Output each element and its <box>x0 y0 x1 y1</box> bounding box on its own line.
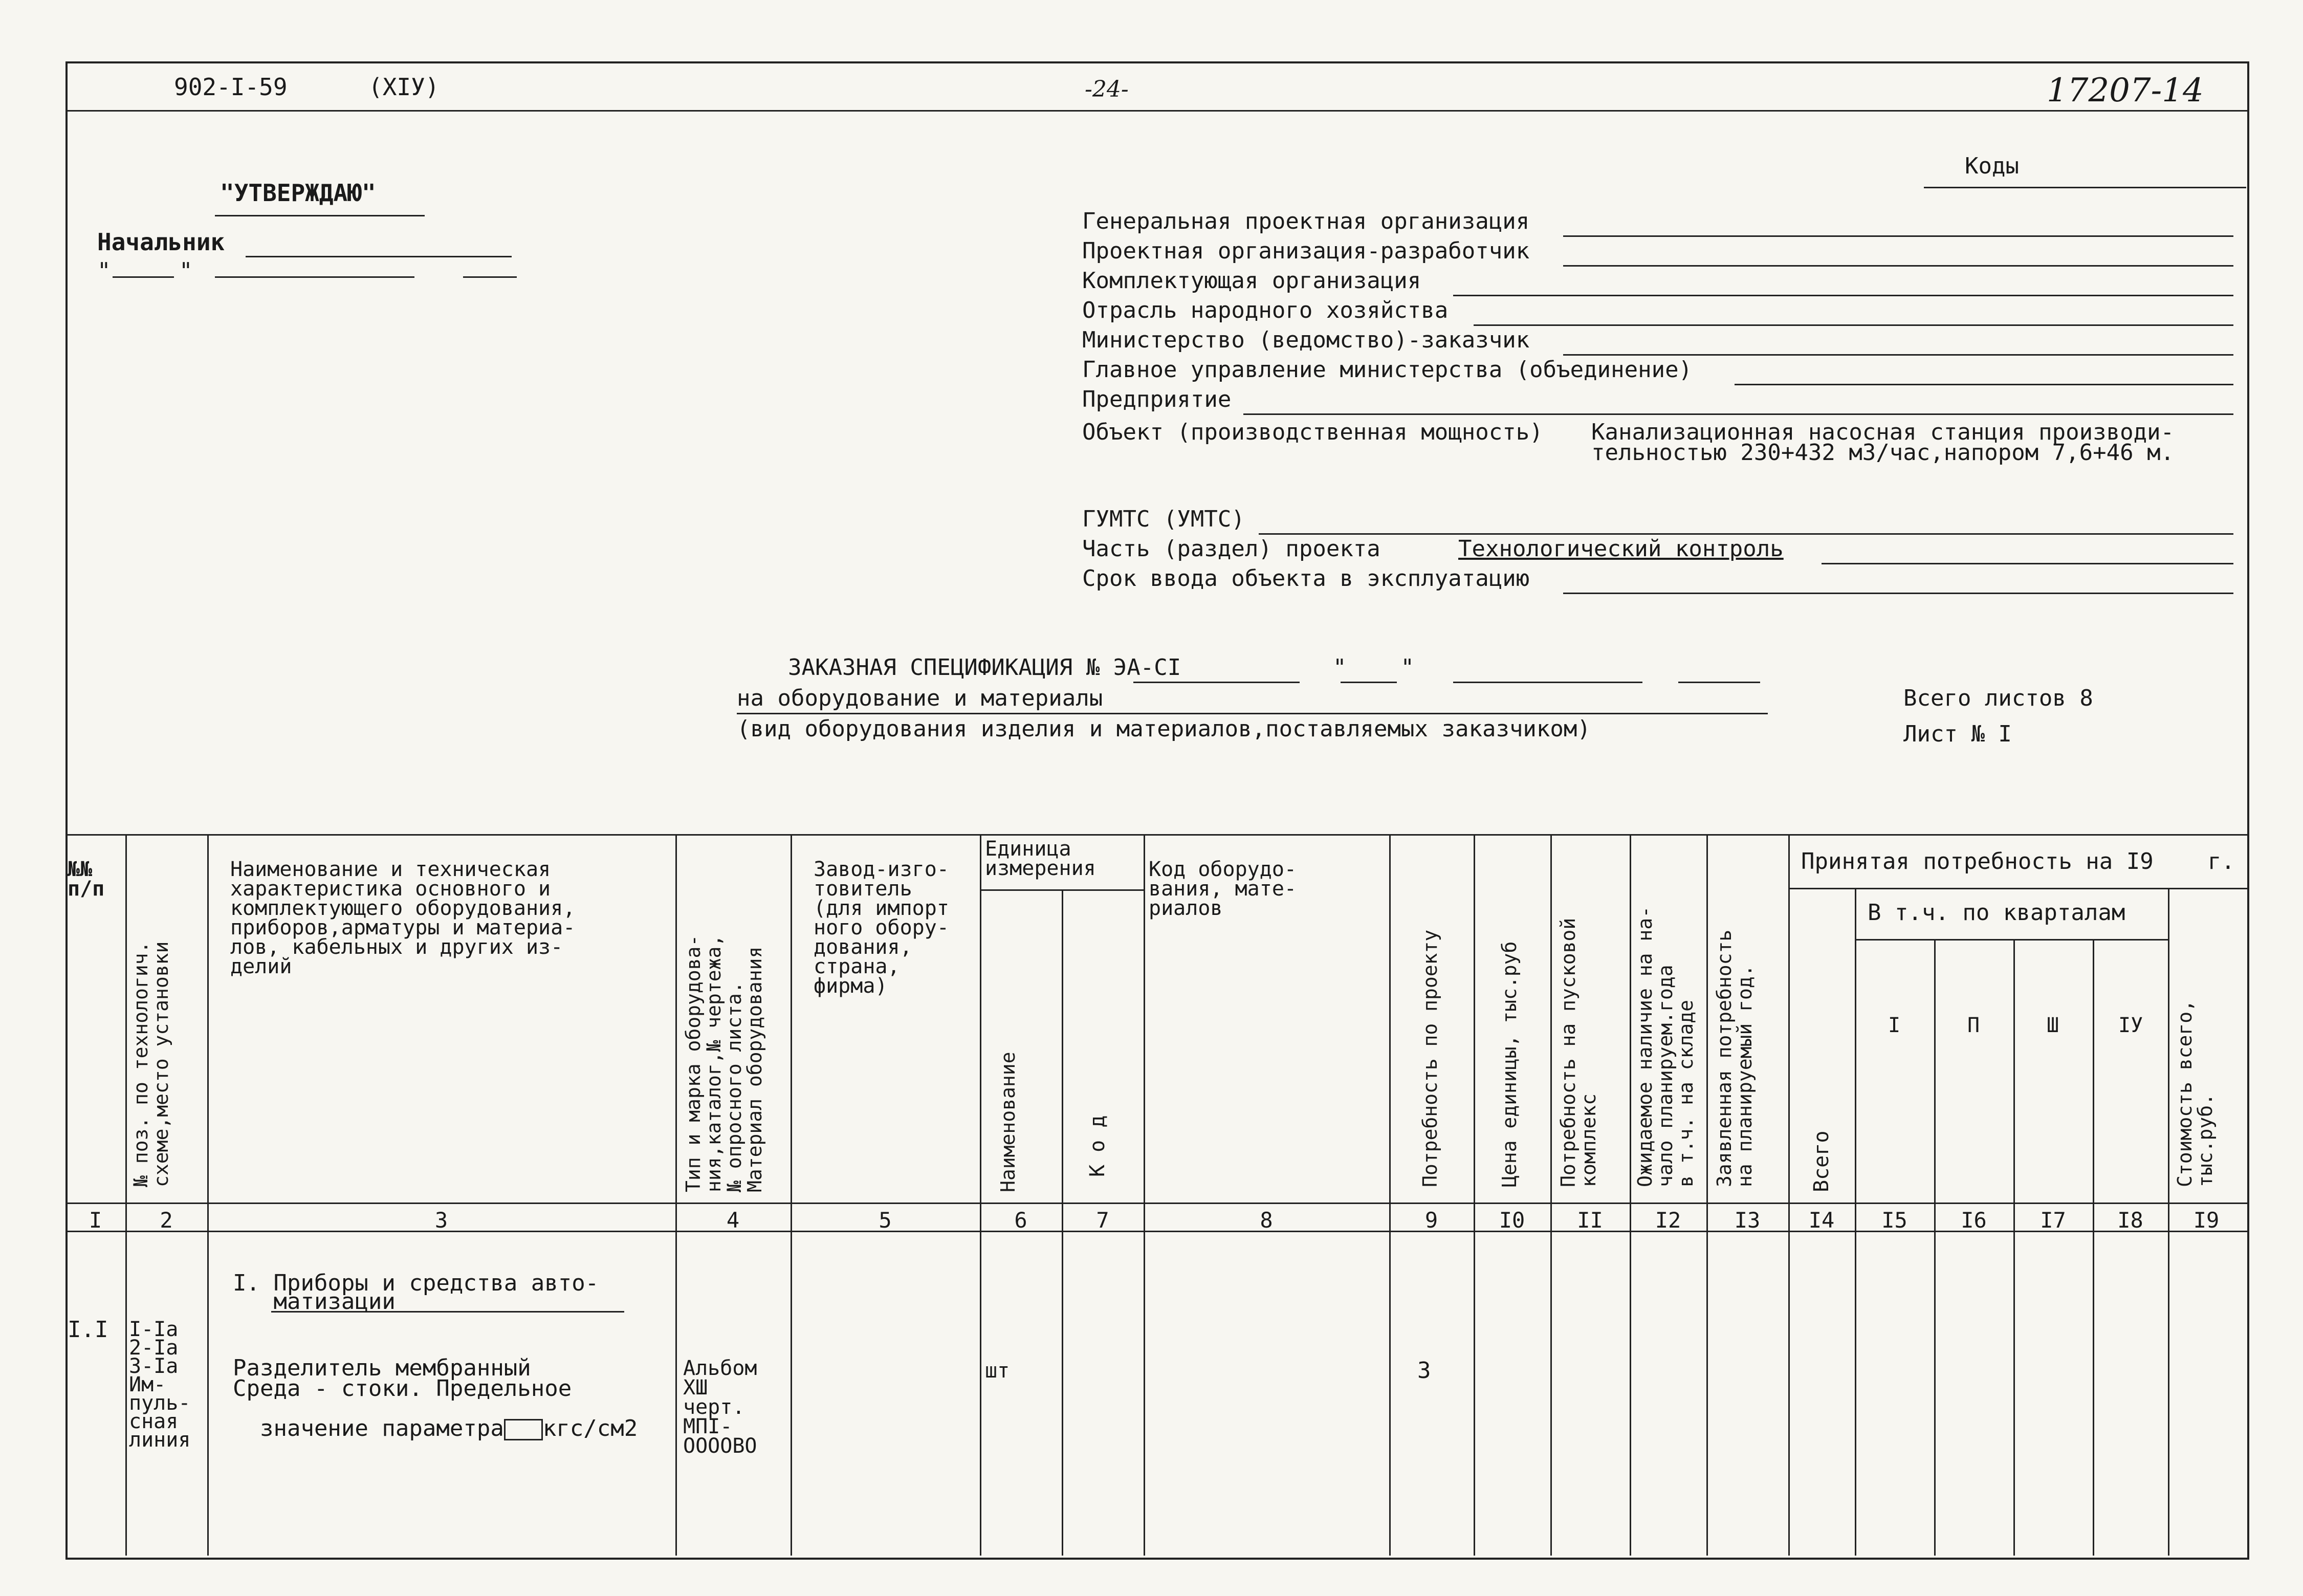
org-design-developer: Проектная организация-разработчик <box>1082 238 1530 264</box>
page-number: -24- <box>1085 76 1129 102</box>
spec-line-3: (вид оборудования изделия и материалов,поставляемых заказчиком) <box>737 716 1591 742</box>
colnum-19: I9 <box>2193 1208 2220 1233</box>
col-line-10 <box>1550 834 1552 1556</box>
colnum-17: I7 <box>2040 1208 2066 1233</box>
colnum-9: 9 <box>1424 1208 1438 1233</box>
spec-date-year-line <box>1678 682 1760 683</box>
header-q3: Ш <box>2047 1014 2059 1037</box>
header-c9-demand: Потребность по проекту <box>1419 929 1441 1187</box>
approval-date-year-line <box>463 276 517 278</box>
org-general-design: Генеральная проектная организация <box>1082 208 1530 234</box>
col-line-17 <box>2093 939 2094 1556</box>
approval-title-underline <box>215 215 425 216</box>
col-line-9 <box>1474 834 1475 1556</box>
org-main-directorate-line <box>1735 384 2233 385</box>
row-name-param-label: значение параметра <box>259 1415 504 1441</box>
row-quantity: 3 <box>1417 1358 1431 1384</box>
spec-title-line <box>1133 682 1300 683</box>
header-c14-total: Всего <box>1810 1130 1833 1192</box>
org-main-directorate: Главное управление министерства (объединение) <box>1082 357 1693 383</box>
col-line-2 <box>207 834 209 1556</box>
org-supplier: Комплектующая организация <box>1082 268 1421 294</box>
deadline-line <box>1563 593 2233 594</box>
sheet-number: Лист № I <box>1903 721 2012 747</box>
approval-date-month-line <box>215 276 414 278</box>
header-c1-num: №№ п/п <box>68 858 105 901</box>
sheets-total: Всего листов 8 <box>1903 685 2093 711</box>
colnum-7: 7 <box>1096 1208 1109 1233</box>
archive-number: 17207-14 <box>2047 72 2204 110</box>
part-value: Технологический контроль <box>1458 536 1784 562</box>
header-divider <box>65 110 2247 112</box>
colnum-6: 6 <box>1014 1208 1027 1233</box>
header-c3-name: Наименование и техническая характеристика основного и комплектующего оборудования, приборов,арматуры и материа- лов, кабельных и других из- делий <box>230 858 576 978</box>
doc-code: 902-I-59 <box>174 73 288 101</box>
gumts-line <box>1259 533 2233 535</box>
org-ministry-line <box>1563 354 2233 356</box>
col-line-13 <box>1788 834 1790 1556</box>
org-general-design-line <box>1563 235 2233 237</box>
param-value-box <box>504 1419 543 1440</box>
approval-chief-label: Начальник <box>97 228 225 256</box>
header-q1: I <box>1888 1014 1901 1037</box>
gumts-label: ГУМТС (УМТС) <box>1082 506 1245 532</box>
section-title: I. Приборы и средства авто- матизации <box>233 1270 599 1315</box>
row-name-line-2: Среда - стоки. Предельное <box>233 1375 572 1402</box>
object-value-2: тельностью 230+432 м3/час,напором 7,6+46 м. <box>1591 440 2175 466</box>
colnum-15: I5 <box>1881 1208 1907 1233</box>
quarters-subheader-line <box>1855 939 2168 941</box>
header-q4: IУ <box>2118 1014 2143 1037</box>
accepted-subheader-line <box>1788 888 2247 889</box>
org-industry: Отрасль народного хозяйства <box>1082 297 1449 323</box>
header-c10-price: Цена единицы, тыс.руб <box>1498 941 1521 1187</box>
colnum-10: I0 <box>1499 1208 1525 1233</box>
colnum-2: 2 <box>160 1208 173 1233</box>
header-c12-expected: Ожидаемое наличие на на- чало планируем.года в т.ч. на складе <box>1634 906 1697 1187</box>
org-enterprise: Предприятие <box>1082 386 1232 412</box>
col-line-15 <box>1934 939 1936 1556</box>
spec-date-month-line <box>1453 682 1642 683</box>
header-c4-type: Тип и марка оборудова- ния,каталог,№ чертежа, № опросного листа. Материал оборудования <box>682 934 766 1192</box>
org-supplier-line <box>1453 295 2233 296</box>
approval-date-day-line <box>113 276 174 278</box>
col-line-7 <box>1144 834 1145 1556</box>
spec-date-line <box>1341 682 1397 683</box>
col-line-8 <box>1389 834 1391 1556</box>
header-c2-position: № поз. по технологич. схеме,место установки <box>129 941 172 1187</box>
row-number: I.I <box>68 1317 108 1343</box>
colnum-8: 8 <box>1260 1208 1273 1233</box>
object-label: Объект (производственная мощность) <box>1082 419 1543 445</box>
row-unit: шт <box>985 1359 1010 1383</box>
col-line-3 <box>675 834 677 1556</box>
part-line <box>1822 563 2233 564</box>
org-industry-line <box>1474 324 2233 326</box>
colnum-13: I3 <box>1734 1208 1761 1233</box>
table-top-border <box>65 834 2247 836</box>
colnum-14: I4 <box>1808 1208 1835 1233</box>
org-enterprise-line <box>1243 413 2233 415</box>
colnum-16: I6 <box>1961 1208 1987 1233</box>
codes-label: Коды <box>1965 153 2019 179</box>
row-positions: I-Iа 2-Iа 3-Iа Им- пуль- сная линия <box>129 1318 191 1452</box>
table-colnum-top <box>65 1203 2247 1204</box>
colnum-3: 3 <box>434 1208 448 1233</box>
header-quarters: В т.ч. по кварталам <box>1868 900 2125 926</box>
spec-title: ЗАКАЗНАЯ СПЕЦИФИКАЦИЯ № ЭА-СI <box>788 654 1181 681</box>
colnum-4: 4 <box>726 1208 740 1233</box>
spec-line-2: на оборудование и материалы <box>737 685 1103 711</box>
codes-underline <box>1924 187 2246 188</box>
colnum-12: I2 <box>1655 1208 1681 1233</box>
colnum-11: II <box>1577 1208 1603 1233</box>
object-value-1: Канализационная насосная станция производи- <box>1591 419 2175 445</box>
colnum-18: I8 <box>2117 1208 2143 1233</box>
approval-chief-line <box>246 256 512 257</box>
row-type: Альбом XШ черт. МПI- ООООВО <box>683 1357 757 1458</box>
col-line-4 <box>791 834 792 1556</box>
row-name-param-unit: кгс/см2 <box>542 1415 638 1441</box>
doc-part: (XIУ) <box>368 73 440 101</box>
approval-date-close-quote: " <box>179 258 193 284</box>
header-unit: Единица измерения <box>985 837 1096 880</box>
approval-date-open-quote: " <box>97 258 111 284</box>
colnum-1: I <box>89 1208 102 1233</box>
header-c11-startup: Потребность на пусковой комплекс <box>1557 917 1600 1187</box>
header-q2: П <box>1967 1014 1980 1037</box>
org-design-developer-line <box>1563 265 2233 267</box>
spec-line-2-underline <box>737 713 1768 714</box>
header-c5-manufacturer: Завод-изго- товитель (для импорт ного обору- дования, страна, фирма) <box>814 858 949 998</box>
approval-title: "УТВЕРЖДАЮ" <box>220 179 376 207</box>
header-c6-unit-name: Наименование <box>997 1052 1019 1192</box>
header-c8-code: Код оборудо- вания, мате- риалов <box>1149 858 1297 920</box>
col-line-11 <box>1630 834 1631 1556</box>
org-ministry: Министерство (ведомство)-заказчик <box>1082 327 1530 353</box>
col-line-16 <box>2013 939 2015 1556</box>
col-line-1 <box>125 834 127 1556</box>
deadline-label: Срок ввода объекта в эксплуатацию <box>1082 565 1530 592</box>
colnum-5: 5 <box>879 1208 892 1233</box>
col-line-12 <box>1706 834 1708 1556</box>
col-line-5 <box>980 834 981 1556</box>
row-name-line-3 <box>233 1400 638 1440</box>
header-c7-unit-code: К о д <box>1086 1115 1109 1177</box>
header-c19-cost: Стоимость всего, тыс.руб. <box>2174 999 2217 1187</box>
header-c13-declared: Заявленная потребность на планируемый год. <box>1713 929 1756 1187</box>
part-label: Часть (раздел) проекта <box>1082 536 1380 562</box>
row-name-line-1: Разделитель мембранный <box>233 1355 531 1381</box>
spec-date-quotes: " " <box>1333 654 1414 681</box>
header-accepted: Принятая потребность на I9 г. <box>1801 848 2235 874</box>
